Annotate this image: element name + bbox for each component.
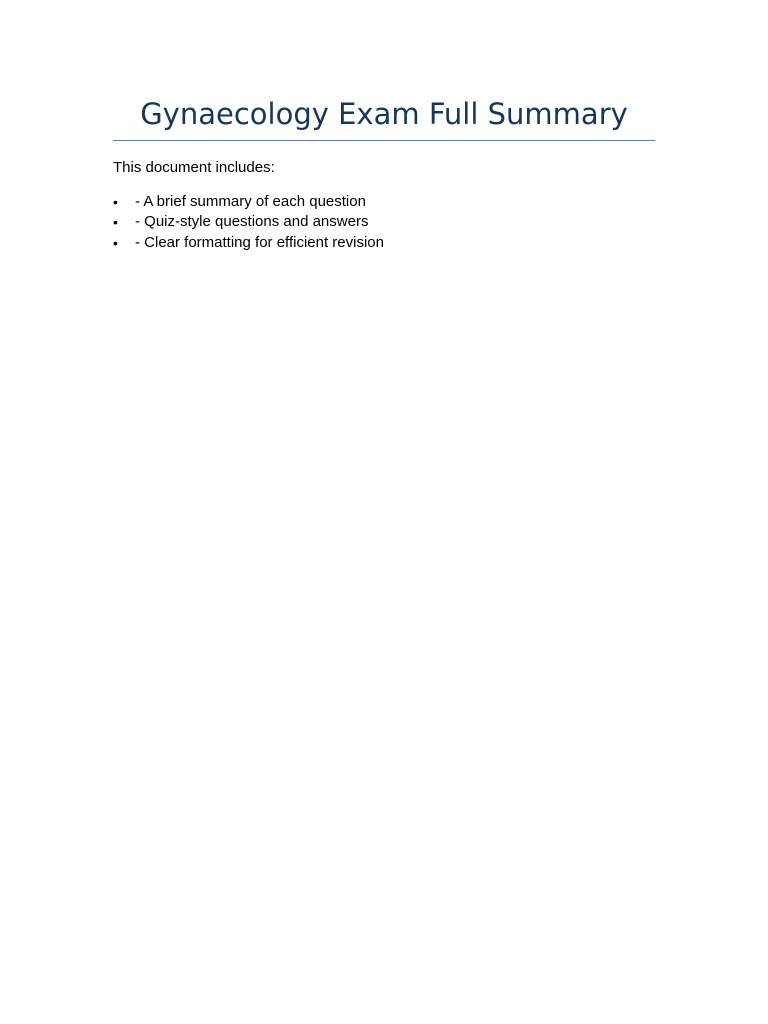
list-item-text: - Quiz-style questions and answers — [135, 213, 369, 231]
document-title: Gynaecology Exam Full Summary — [140, 97, 628, 131]
title-block — [113, 92, 655, 141]
list-item-text: - Clear formatting for efficient revision — [135, 233, 384, 251]
bullet-icon: • — [113, 234, 118, 251]
list-item-text: - A brief summary of each question — [135, 193, 366, 210]
bullet-icon: • — [113, 194, 118, 210]
intro-paragraph: This document includes: — [113, 159, 275, 176]
bullet-icon: • — [113, 214, 118, 231]
